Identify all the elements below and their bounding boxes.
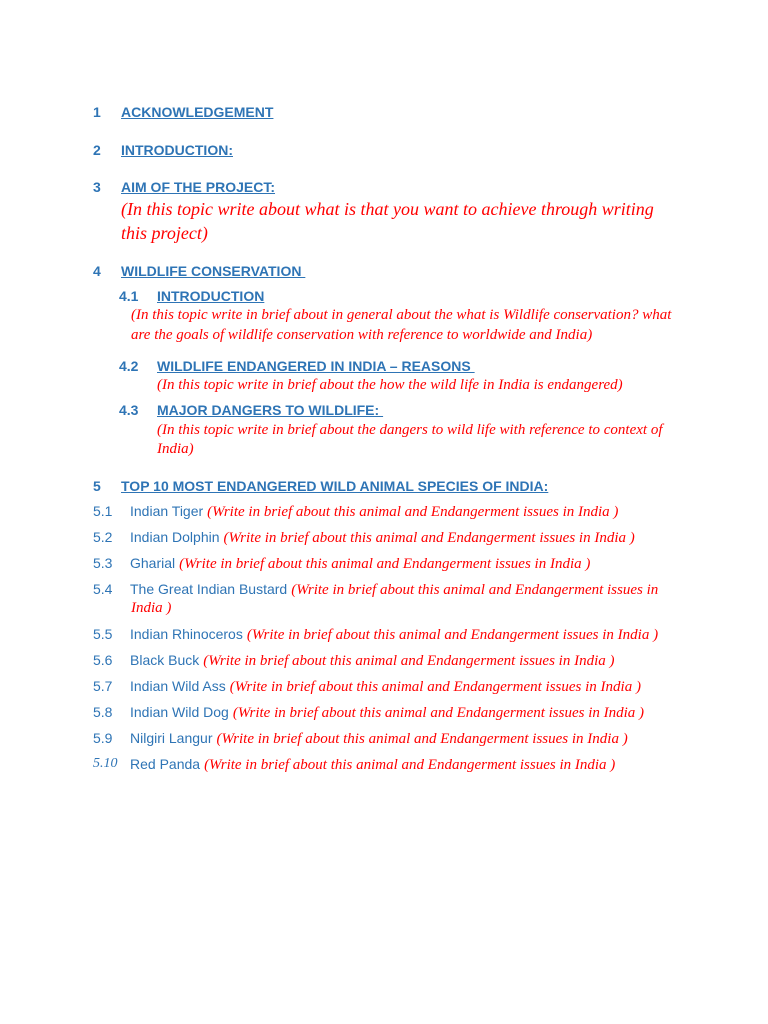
species-instruction: (Write in brief about this animal and Endangerment issues in India ) [229,679,641,695]
species-item [130,580,658,599]
species-item [130,755,615,774]
subsection-instruction: are the goals of wildlife conservation with reference to worldwide and India) [131,327,593,343]
species-item [130,528,635,547]
species-instruction: (Write in brief about this animal and Endangerment issues in India ) [216,731,628,747]
section-instruction: this project) [121,223,208,243]
species-number: 5.10 [93,756,118,771]
species-instruction: (Write in brief about this animal and Endangerment issues in [291,582,659,598]
species-number: 5.6 [93,652,113,668]
species-instruction: (Write in brief about this animal and Endangerment issues in India ) [203,653,615,669]
species-instruction: (Write in brief about this animal and Endangerment issues in India ) [246,627,659,643]
species-item [130,651,614,670]
species-name: Indian Wild Ass [130,678,226,694]
species-item [130,729,628,748]
subsection-title-endangered-reasons: WILDLIFE ENDANGERED IN INDIA – REASONS [157,358,475,374]
species-instruction: (Write in brief about this animal and Endangerment issues in India ) [232,705,645,721]
species-instruction: (Write in brief about this animal and Endangerment issues in India ) [204,757,616,773]
subsection-title-introduction: INTRODUCTION [157,288,265,304]
species-number: 5.3 [93,555,113,571]
species-instruction: (Write in brief about this animal and Endangerment issues in India ) [207,504,619,520]
species-name: Black Buck [130,652,200,668]
section-number: 3 [93,179,101,195]
species-number: 5.2 [93,529,113,545]
species-name: Indian Tiger [130,503,204,519]
species-item [130,703,644,722]
species-name: Red Panda [130,756,201,772]
subsection-instruction: (In this topic write in brief about the dangers to wild life with reference to context of [157,422,663,438]
species-name: Nilgiri Langur [130,730,213,746]
section-number: 2 [93,142,101,158]
subsection-number: 4.2 [119,358,139,374]
species-number: 5.5 [93,626,113,642]
subsection-instruction: India) [157,441,194,457]
species-number: 5.1 [93,503,113,519]
species-name: Indian Dolphin [130,529,220,545]
section-number: 5 [93,478,101,494]
species-item [130,502,618,521]
species-name: Indian Rhinoceros [130,626,243,642]
subsection-number: 4.3 [119,402,139,418]
species-instruction: India ) [131,600,172,616]
species-name: Gharial [130,555,176,571]
species-item [130,554,590,573]
subsection-instruction: (In this topic write in brief about in general about the what is Wildlife conservation? what [131,307,672,323]
species-number: 5.9 [93,730,113,746]
section-instruction: (In this topic write about what is that you want to achieve through writing [121,199,654,219]
section-title-wildlife-conservation: WILDLIFE CONSERVATION [121,263,306,279]
section-title-top-10-species: TOP 10 MOST ENDANGERED WILD ANIMAL SPECIES OF INDIA: [121,478,549,494]
species-number: 5.4 [93,581,113,597]
section-title-introduction: INTRODUCTION: [121,142,233,158]
section-number: 1 [93,104,101,120]
species-instruction: (Write in brief about this animal and Endangerment issues in India ) [179,556,591,572]
subsection-title-major-dangers: MAJOR DANGERS TO WILDLIFE: [157,402,384,418]
section-title-aim: AIM OF THE PROJECT: [121,179,276,195]
subsection-instruction: (In this topic write in brief about the how the wild life in India is endangered) [157,377,623,393]
species-name: The Great Indian Bustard [130,581,288,597]
species-number: 5.8 [93,704,113,720]
species-item [130,677,641,696]
species-item [130,625,658,644]
species-instruction: (Write in brief about this animal and Endangerment issues in India ) [223,530,635,546]
section-number: 4 [93,263,101,279]
subsection-number: 4.1 [119,288,139,304]
species-number: 5.7 [93,678,113,694]
species-name: Indian Wild Dog [130,704,229,720]
section-title-acknowledgement: ACKNOWLEDGEMENT [121,104,274,120]
